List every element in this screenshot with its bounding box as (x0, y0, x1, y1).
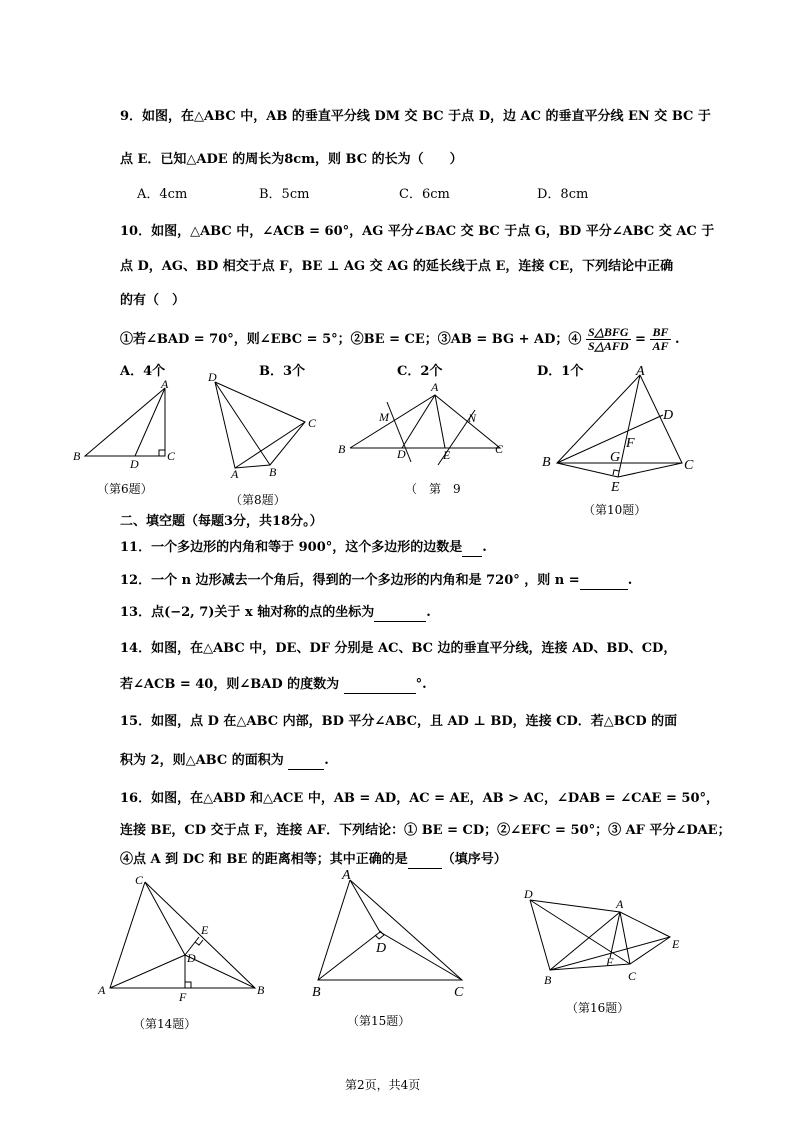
q9-option-d: D．8cm (537, 187, 589, 202)
q16-end: （填序号） (441, 852, 507, 867)
q10-line2: 点 D，AG、BD 相交于点 F，BE ⊥ AG 交 AG 的延长线于点 E，连接 CE，下列结论中正确 (120, 259, 674, 274)
q10-option-c: C．2个 (397, 364, 443, 379)
q10-option-d: D．1个 (537, 364, 584, 379)
fig14-label-b: B (257, 983, 265, 997)
q16-line3 (120, 851, 507, 869)
fig6-label-a: A (161, 377, 169, 391)
q10-conclusions: ①若∠BAD = 70°，则∠EBC = 5°；②BE = CE；③AB = BG + AD；④ (120, 332, 582, 347)
fig14-label-e: E (201, 923, 209, 937)
section-2-heading: 二、填空题（每题3分，共18分。） (120, 514, 323, 529)
q16-line2: 连接 BE，CD 交于点 F，连接 AF．下列结论：① BE = CD；②∠EFC = 50°；③ AF 平分∠DAE； (120, 823, 731, 838)
q13-text: 13．点(−2, 7)关于 x 轴对称的点的坐标为 (120, 605, 375, 620)
q11-end: . (482, 540, 487, 555)
fig14-label-f: F (179, 990, 187, 1004)
fig10-label-f: F (626, 436, 635, 451)
q11-line (120, 539, 487, 557)
fig9-caption: （ 第 9 (405, 482, 461, 496)
figure-10-diagram (540, 365, 700, 495)
fig16-caption: （第16题） (566, 1001, 630, 1015)
fig9-label-a: A (431, 380, 439, 394)
q14-answer-blank[interactable] (344, 679, 416, 694)
q15-end: . (324, 753, 329, 768)
figure-16-diagram (520, 882, 690, 992)
q9-line2: 点 E．已知△ADE 的周长为8cm，则 BC 的长为（ ） (120, 152, 463, 167)
q10-line4 (120, 326, 680, 353)
figure-14-diagram (95, 870, 275, 1004)
q10-frac2-numerator: BF (652, 325, 669, 339)
fig8-label-b: B (269, 465, 277, 479)
q10-frac-end: . (675, 332, 680, 347)
fig9-label-e: E (443, 448, 451, 462)
q14-line2 (120, 676, 427, 694)
fig10-label-g: G (610, 450, 621, 465)
q12-answer-blank[interactable] (580, 575, 628, 590)
fig6-label-b: B (73, 449, 81, 463)
q10-option-b: B．3个 (259, 364, 306, 379)
q9-option-b: B．5cm (259, 187, 310, 202)
fig14-caption: （第14题） (133, 1017, 197, 1031)
q10-fraction-segments (650, 326, 670, 353)
fig14-label-d: D (187, 951, 196, 965)
q12-end: . (627, 573, 633, 588)
q9-option-a: A．4cm (137, 187, 188, 202)
q16-line1: 16．如图，在△ABD 和△ACE 中，AB = AD，AC = AE，AB > AC，∠DAB = ∠CAE = 50°， (120, 791, 719, 806)
q10-line3: 的有（ ） (120, 293, 186, 308)
q15-answer-blank[interactable] (288, 755, 324, 770)
q14-line1: 14．如图，在△ABC 中，DE、DF 分别是 AC、BC 边的垂直平分线，连接 AD、BD、CD， (120, 641, 677, 656)
q10-option-a: A．4个 (120, 364, 166, 379)
fig14-label-c: C (135, 873, 144, 887)
q10-fraction-area (586, 326, 631, 353)
fig6-label-d: D (130, 457, 139, 471)
fig9-label-d: D (397, 447, 406, 461)
q12-line (120, 572, 632, 590)
fig10-label-d: D (663, 408, 674, 423)
fig15-label-c: C (454, 985, 464, 1000)
figure-6-diagram (70, 377, 190, 471)
q14-text: 若∠ACB = 40，则∠BAD 的度数为 (120, 677, 340, 692)
fig10-label-c: C (684, 458, 694, 473)
q10-frac2-denominator: AF (652, 339, 669, 353)
fig8-label-a: A (231, 467, 239, 481)
fig15-caption: （第15题） (347, 1014, 411, 1028)
fig16-label-f: F (606, 955, 614, 969)
fig14-label-a: A (98, 983, 106, 997)
q14-end: °. (415, 677, 427, 692)
q15-line1: 15．如图，点 D 在△ABC 内部，BD 平分∠ABC，且 AD ⊥ BD，连接 CD．若△BCD 的面 (120, 714, 678, 729)
q9-option-c: C．6cm (399, 187, 450, 202)
fig9-label-m: M (379, 410, 389, 424)
q10-frac-equals: = (635, 332, 646, 347)
q10-frac-numerator: S△BFG (587, 325, 629, 339)
fig10-label-a: A (636, 364, 645, 379)
q10-frac-denominator: S△AFD (587, 339, 629, 353)
q15-text: 积为 2，则△ABC 的面积为 (120, 753, 284, 768)
q11-text: 11．一个多边形的内角和等于 900°，这个多边形的边数是 (120, 540, 463, 555)
fig10-caption: （第10题） (583, 503, 647, 517)
fig16-label-e: E (672, 937, 680, 951)
q11-answer-blank[interactable] (462, 542, 482, 557)
fig16-label-b: B (544, 973, 552, 987)
figure-15-diagram (310, 868, 470, 1003)
q10-line1: 10．如图，△ABC 中，∠ACB = 60°，AG 平分∠BAC 交 BC 于点 G，BD 平分∠ABC 交 AC 于 (120, 224, 715, 239)
fig8-label-d: D (208, 370, 217, 384)
q12-text: 12．一个 n 边形减去一个角后，得到的一个多边形的内角和是 720° ，则 n = (120, 573, 580, 588)
figure-8-diagram (205, 370, 325, 480)
fig15-label-a: A (342, 868, 351, 883)
fig16-label-d: D (524, 887, 533, 901)
fig10-label-b: B (542, 455, 551, 470)
figure-9-diagram (335, 380, 515, 470)
fig6-caption: （第6题） (97, 482, 153, 496)
fig10-label-e: E (611, 480, 620, 495)
q16-answer-blank[interactable] (408, 854, 442, 869)
q13-end: . (426, 605, 431, 620)
page-footer: 第2页，共4页 (345, 1078, 421, 1092)
fig16-label-c: C (628, 969, 637, 983)
fig8-label-c: C (308, 416, 317, 430)
fig9-label-n: N (468, 411, 477, 425)
fig6-label-c: C (167, 449, 176, 463)
fig15-label-b: B (312, 985, 321, 1000)
fig15-label-d: D (376, 941, 387, 956)
q13-line (120, 604, 431, 622)
q16-text: ④点 A 到 DC 和 BE 的距离相等；其中正确的是 (120, 852, 408, 867)
fig16-label-a: A (616, 897, 624, 911)
q13-answer-blank[interactable] (374, 607, 426, 622)
fig8-caption: （第8题） (230, 493, 286, 507)
fig9-label-c: C (495, 442, 504, 456)
q9-line1: 9．如图，在△ABC 中，AB 的垂直平分线 DM 交 BC 于点 D，边 AC 的垂直平分线 EN 交 BC 于 (120, 109, 711, 124)
q15-line2 (120, 752, 329, 770)
fig9-label-b: B (338, 442, 346, 456)
